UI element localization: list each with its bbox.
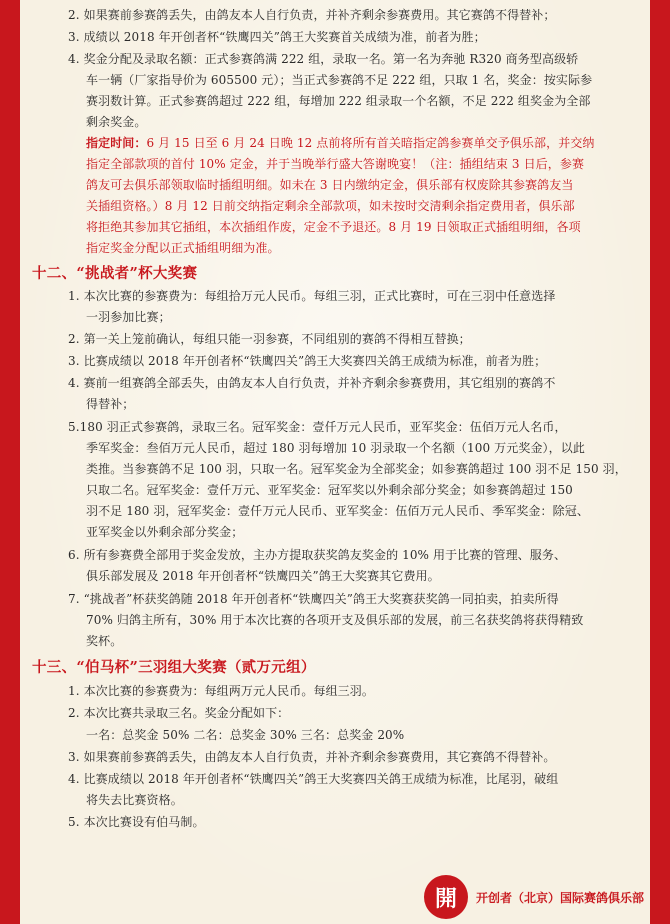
section-12-heading: 十二、“挑战者”杯大奖赛 <box>32 265 198 282</box>
rule-line: 俱乐部发展及 2018 年开创者杯“铁鹰四关”鸽王大奖赛其它费用。 <box>86 569 440 583</box>
rule-line: 类推。当参赛鸽不足 100 羽，只取一名。冠军奖金为全部奖金；如参赛鸽超过 100 羽不足 150 羽， <box>86 462 627 476</box>
rule-line: 2. 本次比赛共录取三名。奖金分配如下： <box>68 706 290 720</box>
rule-line: 只取二名。冠军奖金：壹仟万元、亚军奖金：冠军奖以外剩余部分奖金；如参赛鸽超过 150 <box>86 483 573 497</box>
rule-line: 5. 本次比赛设有伯马制。 <box>68 815 205 829</box>
rule-line: 奖杯。 <box>86 634 123 648</box>
designation-line: 鸽友可去俱乐部领取临时插组明细。如未在 3 日内缴纳定金，俱乐部有权废除其参赛鸽友当 <box>86 178 574 192</box>
club-logo <box>424 874 644 920</box>
designation-label: 指定时间： <box>86 136 147 150</box>
rule-line: 3. 比赛成绩以 2018 年开创者杯“铁鹰四关”鸽王大奖赛四关鸽王成绩为标准，前者为胜； <box>68 354 547 368</box>
designation-text: 6 月 15 日至 6 月 24 日晚 12 点前将所有首关暗指定鸽参赛单交予俱乐部，并交纳 <box>146 136 595 150</box>
rule-line: 6. 所有参赛费全部用于奖金发放，主办方提取获奖鸽友奖金的 10% 用于比赛的管理、服务、 <box>68 548 567 562</box>
rule-line: 3. 成绩以 2018 年开创者杯“铁鹰四关”鸽王大奖赛首关成绩为准，前者为胜； <box>68 30 486 44</box>
rule-line: 7. “挑战者”杯获奖鸽随 2018 年开创者杯“铁鹰四关”鸽王大奖赛获奖鸽一同拍卖，拍卖所得 <box>68 592 559 606</box>
rule-line: 赛羽数计算。正式参赛鸽超过 222 组，每增加 222 组录取一个名额，不足 222 组奖金为全部 <box>86 94 591 108</box>
rule-line: 4. 赛前一组赛鸽全部丢失，由鸽友本人自行负责，并补齐剩余参赛费用，其它组别的赛鸽不 <box>68 376 556 390</box>
rule-line: 一名：总奖金 50% 二名：总奖金 30% 三名：总奖金 20% <box>86 728 405 742</box>
rule-line: 季军奖金：叁佰万元人民币，超过 180 羽每增加 10 羽录取一个名额（100 万元奖金），以此 <box>86 441 585 455</box>
designation-line: 指定全部款项的首付 10% 定金，并于当晚举行盛大答谢晚宴！（注：插组结束 3 日后，参赛 <box>86 157 585 171</box>
rule-line: 剩余奖金。 <box>86 115 147 129</box>
rule-line: 1. 本次比赛的参赛费为：每组拾万元人民币。每组三羽，正式比赛时，可在三羽中任意选择 <box>68 289 556 303</box>
rule-line: 5.180 羽正式参赛鸽，录取三名。冠军奖金：壹仟万元人民币，亚军奖金：伍佰万元人名币， <box>68 420 567 434</box>
rule-line: 2. 第一关上笼前确认，每组只能一羽参赛，不同组别的赛鸽不得相互替换； <box>68 332 471 346</box>
designation-line: 关插组资格。）8 月 12 日前交纳指定剩余全部款项，如未按时交清剩余指定费用者，俱乐部 <box>86 199 575 213</box>
seal-icon: 開 <box>424 875 468 919</box>
designation-line: 将拒绝其参加其它插组，本次插组作废，定金不予退还。8 月 19 日领取正式插组明细，各项 <box>86 220 581 234</box>
rule-line: 4. 比赛成绩以 2018 年开创者杯“铁鹰四关”鸽王大奖赛四关鸽王成绩为标准，比尾羽，破组 <box>68 772 559 786</box>
rule-line: 1. 本次比赛的参赛费为：每组两万元人民币。每组三羽。 <box>68 684 374 698</box>
rule-line: 亚军奖金以外剩余部分奖金； <box>86 525 244 539</box>
rule-line: 得替补； <box>86 397 135 411</box>
rule-line: 3. 如果赛前参赛鸽丢失，由鸽友本人自行负责，并补齐剩余参赛费用，其它赛鸽不得替补。 <box>68 750 556 764</box>
document-page <box>20 0 650 924</box>
section-13-heading: 十三、“伯马杯”三羽组大奖赛（贰万元组） <box>32 659 316 676</box>
designation-first-line <box>86 136 595 150</box>
rule-line: 2. 如果赛前参赛鸽丢失，由鸽友本人自行负责，并补齐剩余参赛费用。其它赛鸽不得替补； <box>68 8 556 22</box>
rule-line: 4. 奖金分配及录取名额：正式参赛鸽满 222 组，录取一名。第一名为奔驰 R320 商务型高级轿 <box>68 52 579 66</box>
club-name: 开创者（北京）国际赛鸽俱乐部 <box>475 890 644 905</box>
rule-line: 羽不足 180 羽，冠军奖金：壹仟万元人民币、亚军奖金：伍佰万元人民币、季军奖金：除冠、 <box>86 504 589 518</box>
rule-line: 车一辆（厂家指导价为 605500 元）；当正式参赛鸽不足 222 组，只取 1 名，奖金：按实际参 <box>86 73 593 87</box>
rule-line: 将失去比赛资格。 <box>86 793 183 807</box>
designation-line: 指定奖金分配以正式插组明细为准。 <box>86 241 280 255</box>
rule-line: 一羽参加比赛； <box>86 310 171 324</box>
rule-line: 70% 归鸽主所有，30% 用于本次比赛的各项开支及俱乐部的发展，前三名获奖鸽将获得精致 <box>86 613 584 627</box>
